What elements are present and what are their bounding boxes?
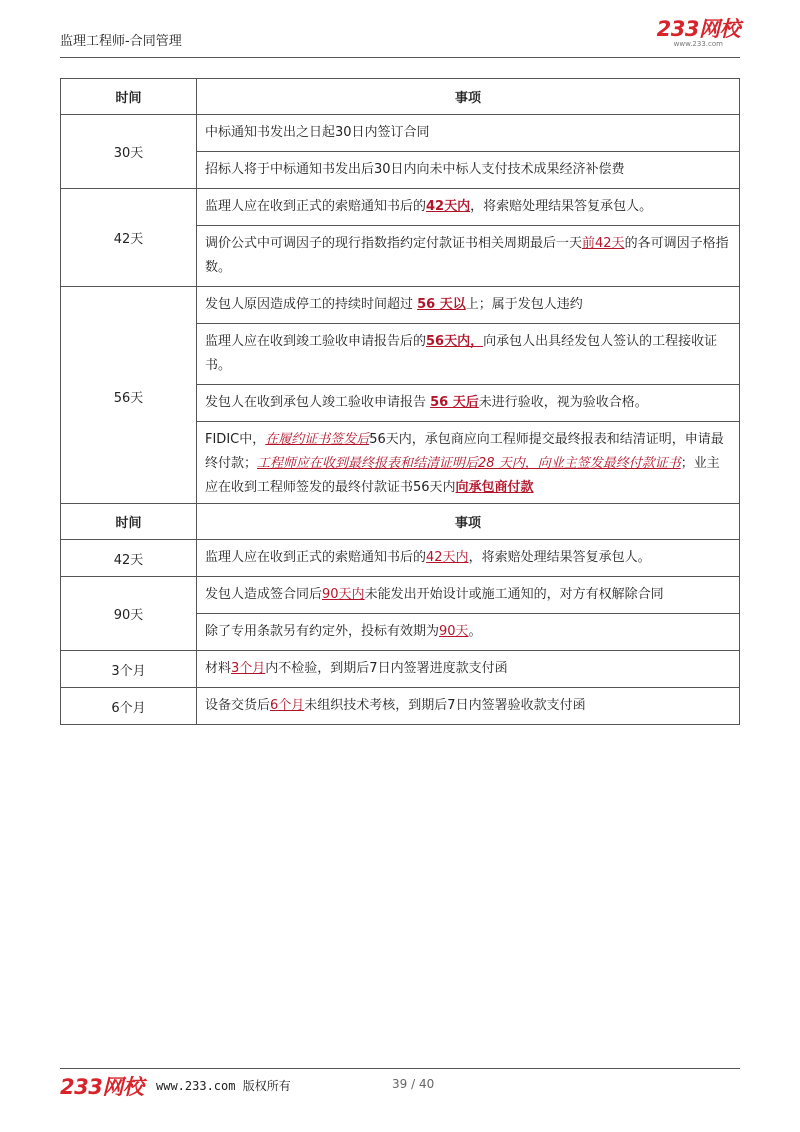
item-cell bbox=[197, 115, 740, 152]
deadline-table-1 bbox=[60, 78, 740, 507]
footer-logo: 233网校 bbox=[60, 1075, 144, 1099]
item-text: 未组织技术考核，到期后7日内签署验收款支付函 bbox=[304, 698, 586, 713]
highlighted-text: 42天内 bbox=[426, 199, 471, 214]
item-cell bbox=[197, 287, 740, 324]
item-text: 除了专用条款另有约定外，投标有效期为 bbox=[205, 624, 440, 639]
table-row bbox=[61, 540, 740, 577]
item-text: 向承包人出具经发包人签认的工程接收证书。 bbox=[205, 334, 718, 373]
item-cell bbox=[197, 324, 740, 385]
page-header bbox=[60, 18, 740, 58]
item-text: 监理人应在收到正式的索赔通知书后的 bbox=[205, 550, 427, 565]
highlighted-text: 56 天后 bbox=[430, 395, 479, 410]
time-cell: 3个月 bbox=[61, 651, 197, 688]
highlighted-text: 56 天以 bbox=[417, 297, 466, 312]
highlighted-text: 6个月 bbox=[270, 698, 305, 713]
item-text: 中标通知书发出之日起30日内签订合同 bbox=[205, 125, 430, 140]
item-cell bbox=[197, 422, 740, 507]
time-cell: 56天 bbox=[61, 287, 197, 507]
time-cell: 42天 bbox=[61, 189, 197, 287]
table-row bbox=[61, 651, 740, 688]
table-row bbox=[61, 577, 740, 614]
item-cell bbox=[197, 614, 740, 651]
highlighted-text: 工程师应在收到最终报表和结清证明后28 天内，向业主签发最终付款证书 bbox=[257, 456, 681, 471]
item-text: 发包人原因造成停工的持续时间超过 bbox=[205, 297, 418, 312]
item-cell bbox=[197, 540, 740, 577]
item-text: 56天内，承包商应向工程师提交最终报表和结清证明，申请最终付款； bbox=[205, 432, 724, 471]
item-text: 监理人应在收到竣工验收申请报告后的 bbox=[205, 334, 427, 349]
document-title: 监理工程师-合同管理 bbox=[60, 34, 182, 49]
brand-logo bbox=[657, 18, 740, 48]
highlighted-text: 56天内， bbox=[426, 334, 484, 349]
table-header-row bbox=[61, 79, 740, 115]
highlighted-text: 42天内 bbox=[426, 550, 469, 565]
highlighted-text: 90天内 bbox=[322, 587, 365, 602]
item-text: 未能发出开始设计或施工通知的，对方有权解除合同 bbox=[364, 587, 664, 602]
item-text: FIDIC中， bbox=[205, 432, 266, 447]
item-text: 调价公式中可调因子的现行指数指约定付款证书相关周期最后一天 bbox=[205, 236, 583, 251]
footer-copyright: www.233.com 版权所有 bbox=[156, 1079, 291, 1093]
table-body bbox=[61, 540, 740, 725]
item-text: 监理人应在收到正式的索赔通知书后的 bbox=[205, 199, 427, 214]
item-text: ；业主应在收到工程师签发的最终付款证书56天内 bbox=[205, 456, 720, 495]
item-text: 未进行验收，视为验收合格。 bbox=[478, 395, 648, 410]
column-header-item: 事项 bbox=[197, 504, 740, 540]
page-footer bbox=[60, 1068, 740, 1098]
item-cell bbox=[197, 385, 740, 422]
logo-url: www.233.com bbox=[673, 40, 723, 48]
item-text: 。 bbox=[468, 624, 482, 639]
item-text: 内不检验，到期后7日内签署进度款支付函 bbox=[265, 661, 508, 676]
item-cell bbox=[197, 577, 740, 614]
item-text: 材料 bbox=[205, 661, 232, 676]
item-cell bbox=[197, 152, 740, 189]
item-cell bbox=[197, 651, 740, 688]
time-cell: 42天 bbox=[61, 540, 197, 577]
table-row bbox=[61, 115, 740, 152]
highlighted-text: 90天 bbox=[439, 624, 469, 639]
highlighted-text: 3个月 bbox=[231, 661, 266, 676]
column-header-time: 时间 bbox=[61, 79, 197, 115]
time-cell: 6个月 bbox=[61, 688, 197, 725]
item-cell bbox=[197, 226, 740, 287]
item-text: 发包人在收到承包人竣工验收申请报告 bbox=[205, 395, 431, 410]
item-cell bbox=[197, 688, 740, 725]
column-header-time: 时间 bbox=[61, 504, 197, 540]
table-row bbox=[61, 287, 740, 324]
time-cell: 90天 bbox=[61, 577, 197, 651]
item-text: ，将索赔处理结果答复承包人。 bbox=[470, 199, 653, 214]
time-cell: 30天 bbox=[61, 115, 197, 189]
highlighted-text: 前42天 bbox=[582, 236, 625, 251]
item-text: 招标人将于中标通知书发出后30日内向未中标人支付技术成果经济补偿费 bbox=[205, 162, 625, 177]
highlighted-text: 向承包商付款 bbox=[455, 480, 534, 495]
item-text: 设备交货后 bbox=[205, 698, 271, 713]
highlighted-text: 在履约证书签发后 bbox=[265, 432, 370, 447]
deadline-table-2 bbox=[60, 503, 740, 725]
table-header-row bbox=[61, 504, 740, 540]
logo-text: 233网校 bbox=[656, 17, 740, 41]
column-header-item: 事项 bbox=[197, 79, 740, 115]
table-row bbox=[61, 688, 740, 725]
page-number: 39 / 40 bbox=[392, 1077, 435, 1091]
item-text: 上；属于发包人违约 bbox=[465, 297, 583, 312]
table-row bbox=[61, 189, 740, 226]
item-cell bbox=[197, 189, 740, 226]
table-body bbox=[61, 115, 740, 507]
item-text: ，将索赔处理结果答复承包人。 bbox=[468, 550, 651, 565]
item-text: 的各可调因子格指数。 bbox=[205, 236, 729, 275]
item-text: 发包人造成签合同后 bbox=[205, 587, 323, 602]
